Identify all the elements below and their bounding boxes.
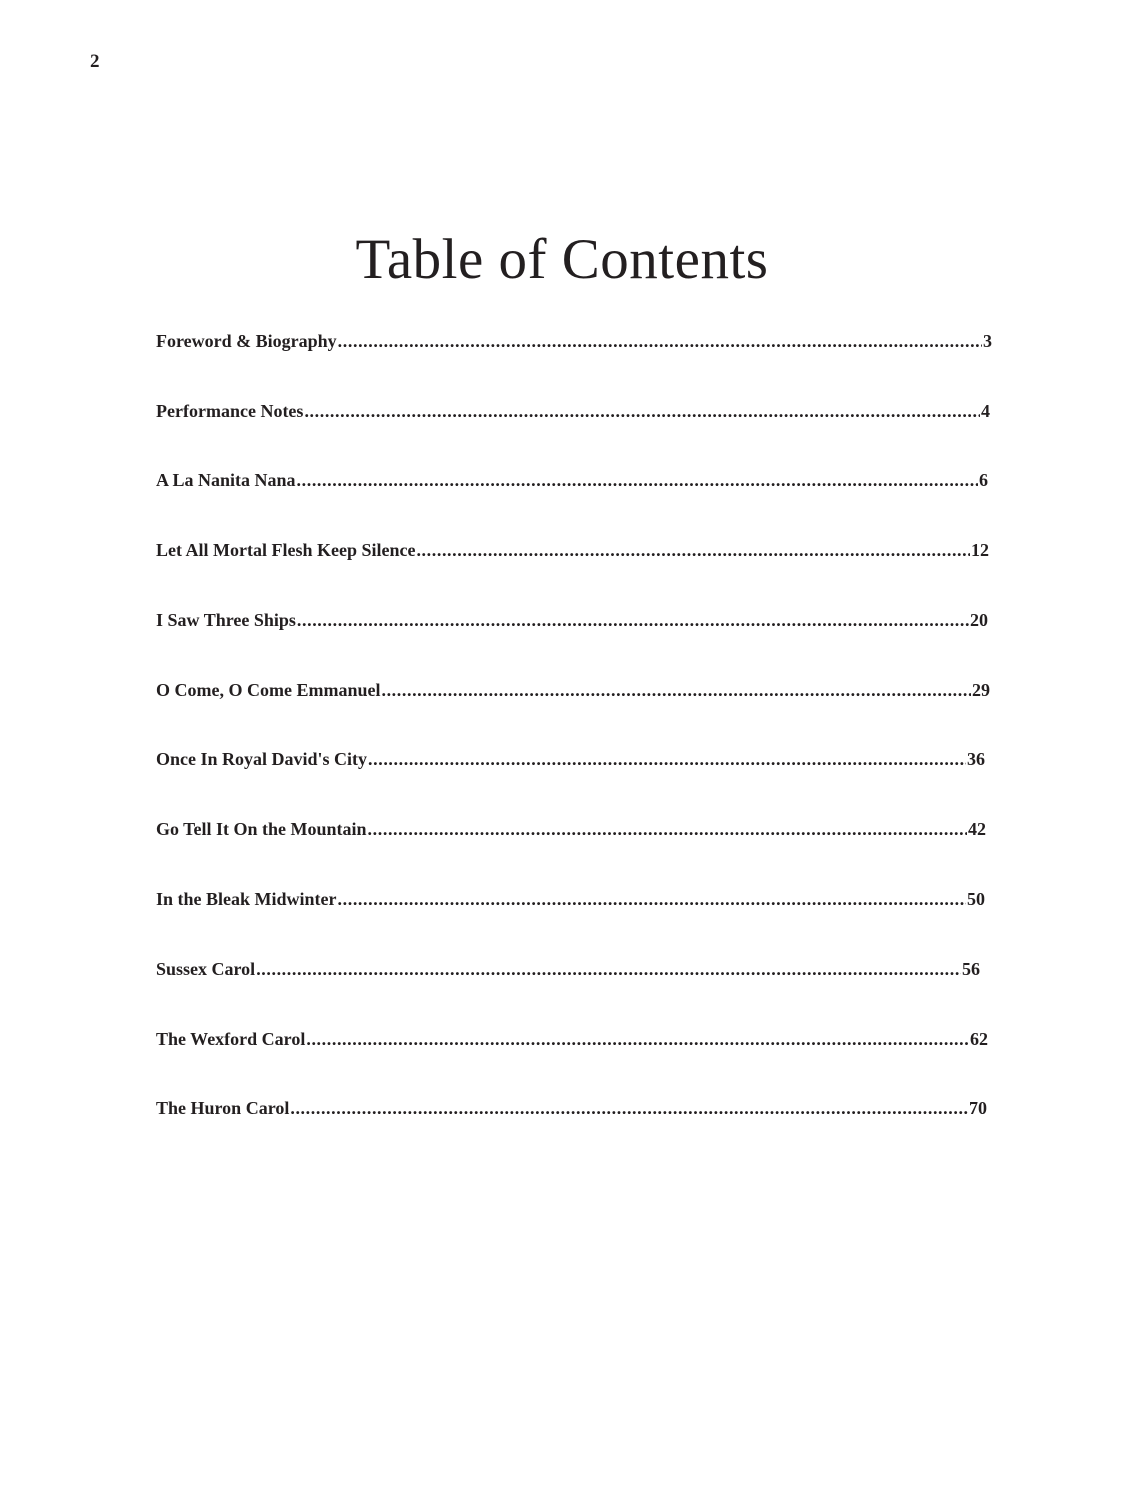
toc-dot-leader xyxy=(338,326,982,356)
toc-entry-page: 12 xyxy=(971,540,989,560)
toc-entry[interactable] xyxy=(156,396,990,426)
toc-entry[interactable] xyxy=(156,605,988,635)
toc-entry[interactable] xyxy=(156,326,992,356)
toc-dot-leader xyxy=(290,1093,968,1123)
toc-entry[interactable] xyxy=(156,744,985,774)
toc-entry-title: Performance Notes xyxy=(156,401,304,421)
toc-entry-page: 3 xyxy=(983,331,992,351)
toc-entry-title: Let All Mortal Flesh Keep Silence xyxy=(156,540,416,560)
toc-entry-title: Foreword & Biography xyxy=(156,331,337,351)
toc-entry[interactable] xyxy=(156,1024,988,1054)
toc-dot-leader xyxy=(256,954,961,984)
toc-entry-page: 6 xyxy=(979,470,988,490)
toc-entry-page: 42 xyxy=(968,819,986,839)
toc-entry-title: A La Nanita Nana xyxy=(156,470,296,490)
toc-dot-leader xyxy=(304,396,980,426)
toc-entry[interactable] xyxy=(156,954,980,984)
toc-dot-leader xyxy=(297,605,969,635)
toc-entry[interactable] xyxy=(156,1093,987,1123)
toc-entry-title: Once In Royal David's City xyxy=(156,749,368,769)
toc-entry-title: Sussex Carol xyxy=(156,959,256,979)
toc-entry-title: I Saw Three Ships xyxy=(156,610,296,630)
toc-entry-page: 4 xyxy=(981,401,990,421)
toc-entry-title: The Huron Carol xyxy=(156,1098,290,1118)
toc-dot-leader xyxy=(381,675,971,705)
toc-dot-leader xyxy=(306,1024,969,1054)
toc-entry[interactable] xyxy=(156,884,985,914)
toc-dot-leader xyxy=(368,814,967,844)
toc-entry[interactable] xyxy=(156,465,988,495)
toc-dot-leader xyxy=(416,535,970,565)
toc-entry-title: In the Bleak Midwinter xyxy=(156,889,337,909)
toc-entry-title: Go Tell It On the Mountain xyxy=(156,819,367,839)
toc-entry-page: 29 xyxy=(972,680,990,700)
toc-entry-title: The Wexford Carol xyxy=(156,1029,306,1049)
toc-entry-page: 20 xyxy=(970,610,988,630)
toc-entry[interactable] xyxy=(156,675,990,705)
toc-entry[interactable] xyxy=(156,814,986,844)
toc-entry-page: 50 xyxy=(967,889,985,909)
toc-entry[interactable] xyxy=(156,535,989,565)
toc-entry-page: 70 xyxy=(969,1098,987,1118)
toc-entry-page: 36 xyxy=(967,749,985,769)
toc-dot-leader xyxy=(368,744,966,774)
page-number: 2 xyxy=(90,51,100,72)
toc-entry-title: O Come, O Come Emmanuel xyxy=(156,680,381,700)
toc-entry-page: 56 xyxy=(962,959,980,979)
toc-dot-leader xyxy=(297,465,978,495)
toc-entry-page: 62 xyxy=(970,1029,988,1049)
toc-dot-leader xyxy=(338,884,966,914)
page-title: Table of Contents xyxy=(355,228,769,291)
